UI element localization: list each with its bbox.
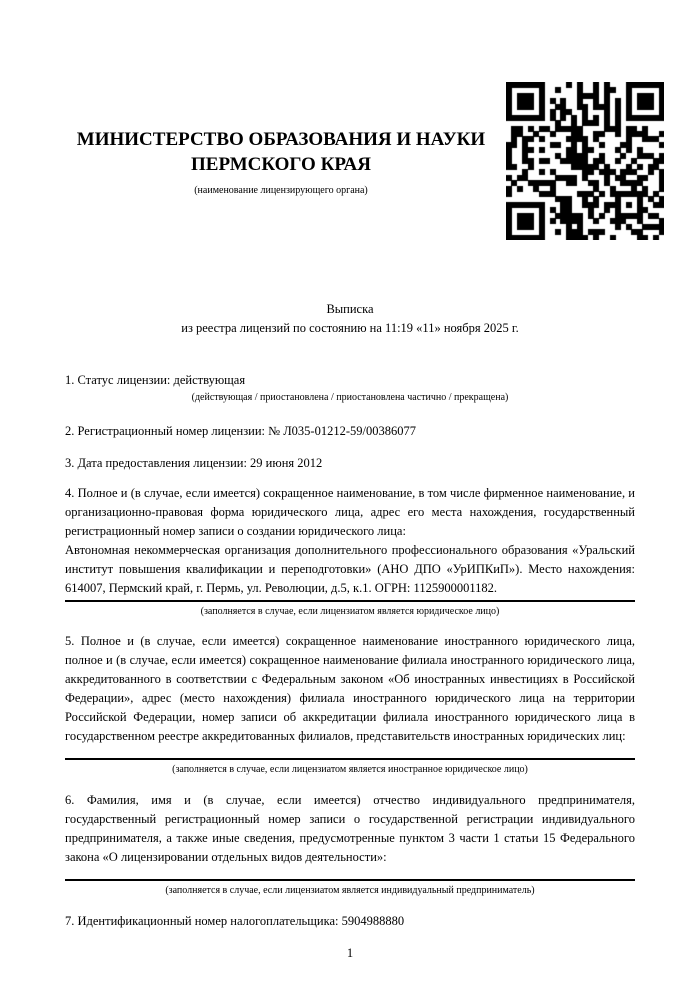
item-6-question: 6. Фамилия, имя и (в случае, если имеется) отчество индивидуального предпринимателя, государственный регистрационный номер записи о государственной регистрации индивидуального предпринимателя, а также иные сведения, предусмотренные пунктом 3 части 1 статьи 15 Федерального закона «О лицензировании отдельных видов деятельности»: <box>65 793 635 864</box>
ministry-caption: (наименование лицензирующего органа) <box>194 185 368 196</box>
item-7-taxpayer-number: 7. Идентификационный номер налогоплательщика: 5904988880 <box>65 914 405 928</box>
item-1-license-status: 1. Статус лицензии: действующая <box>65 373 246 387</box>
item-5-caption: (заполняется в случае, если лицензиатом является иностранное юридическое лицо) <box>172 764 528 775</box>
document-body <box>65 300 635 963</box>
page-number: 1 <box>346 946 354 960</box>
item-5-question: 5. Полное и (в случае, если имеется) сокращенное наименование иностранного юридического лица, полное и (в случае, если имеется) сокращенное наименование филиала иностранного юридического лица, аккредитованного в соответствии с Федеральным законом «Об иностранных инвестициях в Российской Федерации», адрес (место нахождения) филиала иностранного юридического лица на территории Российской Федерации, номер записи об аккредитации филиала иностранного юридического лица в государственном реестре аккредитованных филиалов, представительств иностранных юридических лиц: <box>65 634 635 743</box>
ministry-name-line2: ПЕРМСКОГО КРАЯ <box>191 154 371 175</box>
item-1-caption: (действующая / приостановлена / приостановлена частично / прекращена) <box>191 392 509 403</box>
item-6-caption: (заполняется в случае, если лицензиатом является индивидуальный предприниматель) <box>165 885 535 896</box>
licensing-authority-header <box>63 127 499 197</box>
document-title-line1: Выписка <box>326 302 374 316</box>
document-title-line2: из реестра лицензий по состоянию на 11:19 «11» ноября 2025 г. <box>181 321 519 335</box>
item-2-registration-number: 2. Регистрационный номер лицензии: № Л035-01212-59/00386077 <box>65 424 416 438</box>
item-3-license-date: 3. Дата предоставления лицензии: 29 июня 2012 <box>65 456 323 470</box>
item-4-question: 4. Полное и (в случае, если имеется) сокращенное наименование, в том числе фирменное наименование, и организационно-правовая форма юридического лица, адрес его места нахождения, государственный регистрационный номер записи о создании юридического лица: <box>65 486 635 538</box>
item-4-answer: Автономная некоммерческая организация дополнительного профессионального образования «Уральский институт повышения квалификации и переподготовки» (АНО ДПО «УрИПКиП»). Место нахождения: 614007, Пермский край, г. Пермь, ул. Революции, д.5, к.1. ОГРН: 1125900001182. <box>65 543 635 595</box>
qr-code <box>506 82 664 240</box>
ministry-name-line1: МИНИСТЕРСТВО ОБРАЗОВАНИЯ И НАУКИ <box>76 129 486 150</box>
fill-line-legal-entity <box>65 600 635 602</box>
fill-line-foreign-entity <box>65 758 635 760</box>
fill-line-individual-entrepreneur <box>65 879 635 881</box>
document-title <box>65 300 635 338</box>
item-4-caption: (заполняется в случае, если лицензиатом является юридическое лицо) <box>200 606 500 617</box>
